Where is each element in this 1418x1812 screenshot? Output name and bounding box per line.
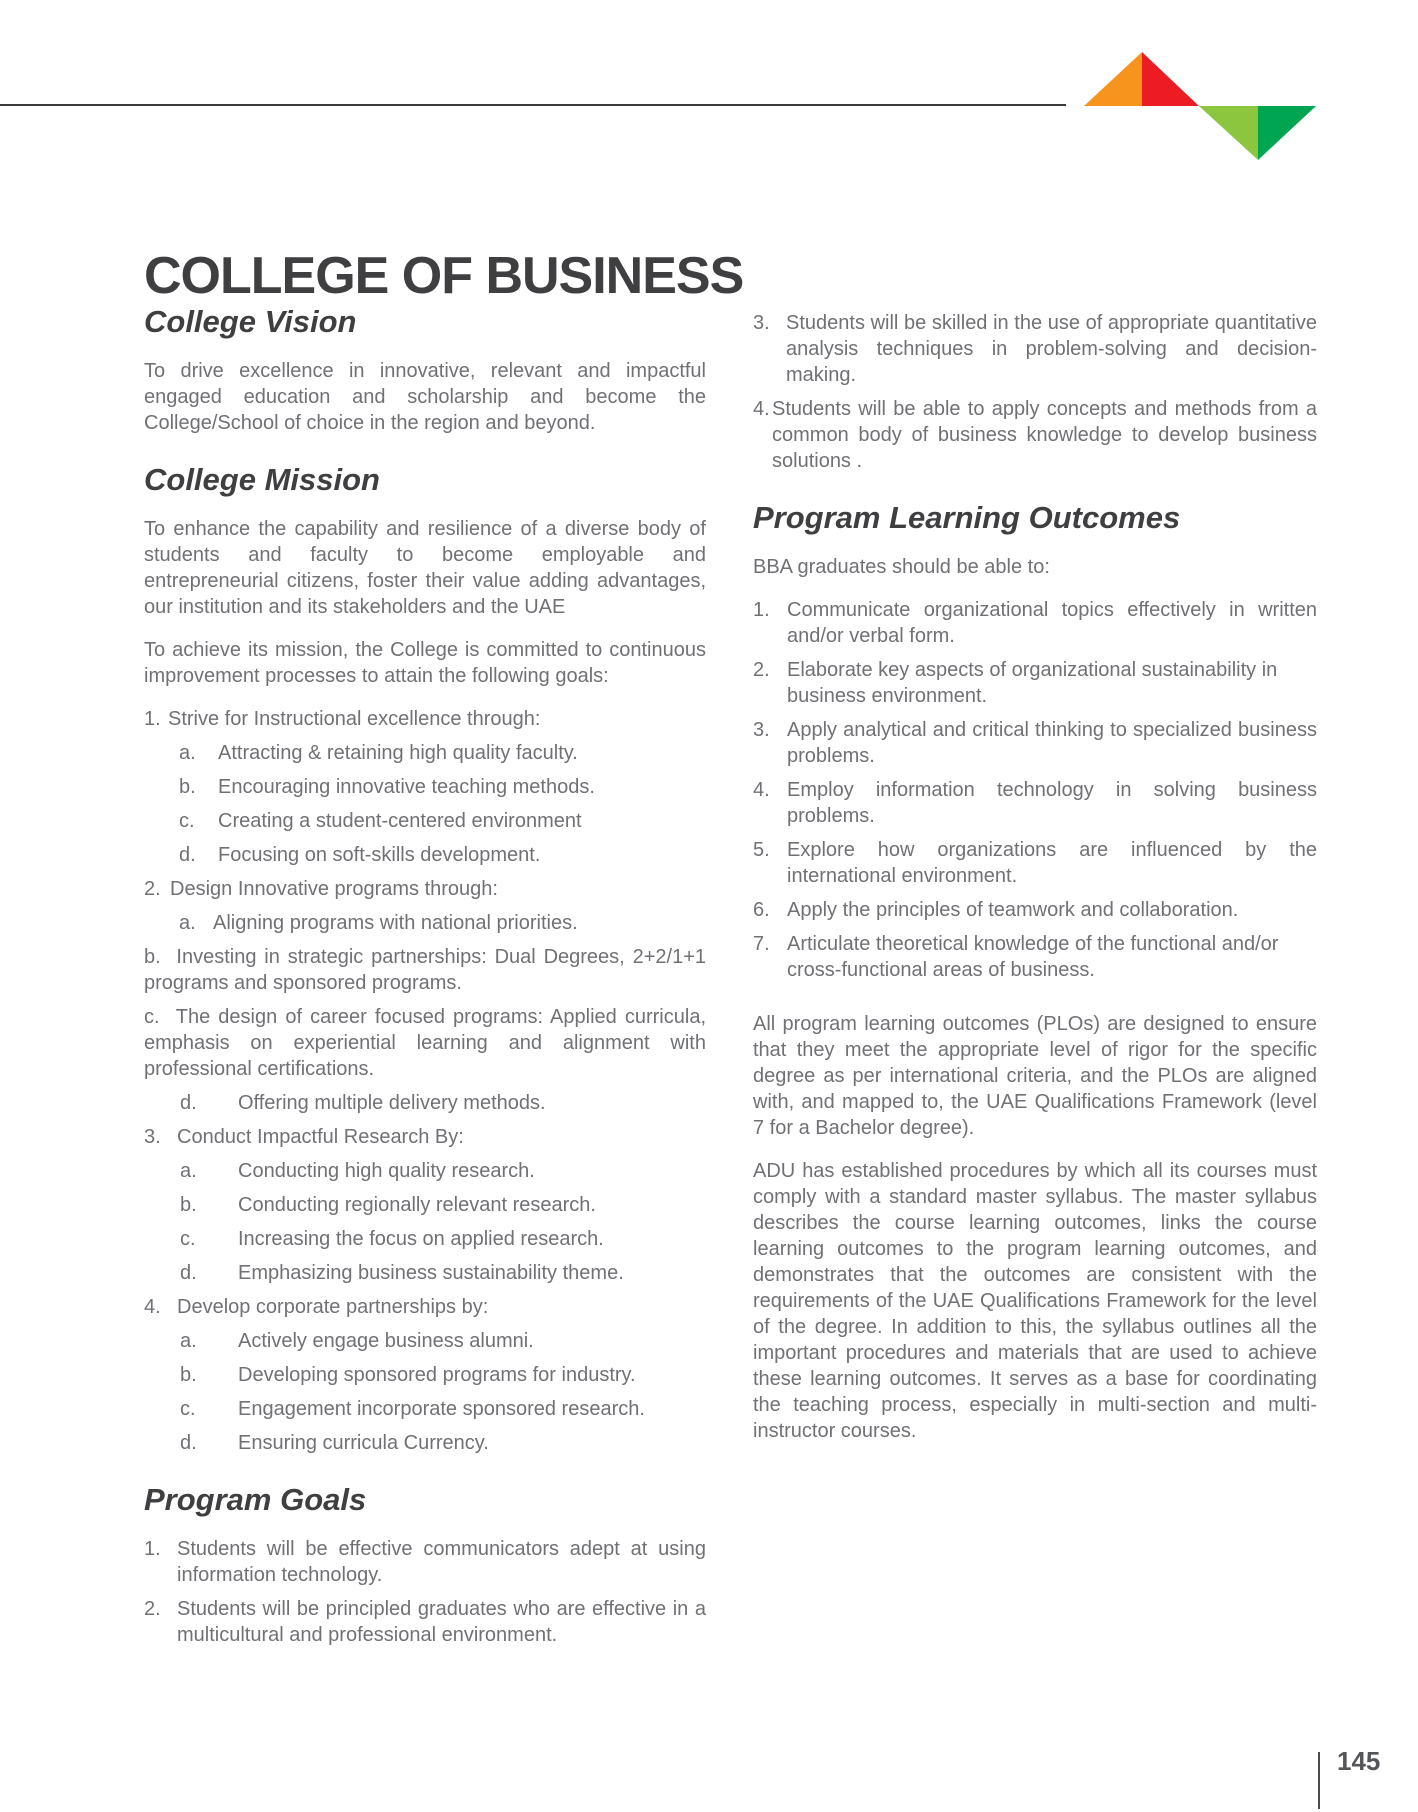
list-item bbox=[753, 897, 1317, 923]
list-item-text: Investing in strategic partnerships: Dual Degrees, 2+2/1+1 programs and sponsored programs. bbox=[144, 946, 706, 994]
logo-triangle-red bbox=[1142, 52, 1199, 106]
list-item-marker: d. bbox=[180, 1432, 197, 1454]
list-item bbox=[753, 777, 1317, 829]
list-item-text: Actively engage business alumni. bbox=[238, 1330, 534, 1352]
list-item bbox=[144, 1396, 706, 1422]
list-item-text: Aligning programs with national priorities. bbox=[213, 912, 578, 934]
list-item-marker: 2. bbox=[753, 659, 770, 681]
list-item-marker: 1. bbox=[144, 1538, 161, 1560]
list-item bbox=[144, 944, 706, 996]
list-item bbox=[753, 597, 1317, 649]
list-item-text: Strive for Instructional excellence through: bbox=[168, 708, 541, 730]
list-item-marker: a. bbox=[180, 1330, 197, 1352]
list-item-marker: c. bbox=[180, 1398, 196, 1420]
list-item-marker: 3. bbox=[753, 719, 770, 741]
list-item-marker: b. bbox=[179, 776, 196, 798]
logo-triangle-light-green bbox=[1199, 106, 1258, 160]
college-vision-paragraph: To drive excellence in innovative, relevant and impactful engaged education and scholarship and become the College/School of choice in the region and beyond. bbox=[144, 360, 706, 434]
list-item bbox=[753, 717, 1317, 769]
master-syllabus-paragraph: ADU has established procedures by which all its courses must comply with a standard master syllabus. The master syllabus describes the course learning outcomes, links the course learning outcomes to the program learning outcomes, and demonstrates that the outcomes are consistent with the requirements of the UAE Qualifications Framework for the level of the degree. In addition to this, the syllabus outlines all the important procedures and materials that are used to achieve these learning outcomes. It serves as a base for coordinating the teaching process, especially in multi-section and multi-instructor courses. bbox=[753, 1160, 1317, 1442]
list-item-text: Engagement incorporate sponsored research. bbox=[238, 1398, 645, 1420]
list-item-marker: 3. bbox=[144, 1126, 161, 1148]
list-item bbox=[144, 1004, 706, 1082]
list-item-text: Creating a student-centered environment bbox=[218, 810, 582, 832]
list-item-text: The design of career focused programs: Applied curricula, emphasis on experiential learning and alignment with professional certifications. bbox=[144, 1006, 706, 1080]
list-item bbox=[144, 1536, 706, 1588]
list-item-text: Apply analytical and critical thinking to specialized business problems. bbox=[787, 719, 1317, 767]
list-item-text: Explore how organizations are influenced by the international environment. bbox=[787, 839, 1317, 887]
list-item-marker: c. bbox=[180, 1228, 196, 1250]
program-goals-list-continued bbox=[753, 310, 1317, 474]
list-item-text: Focusing on soft-skills development. bbox=[218, 844, 541, 866]
plo-intro-paragraph: BBA graduates should be able to: bbox=[753, 556, 1050, 578]
list-item bbox=[144, 1328, 706, 1354]
list-item bbox=[144, 740, 706, 766]
list-item-marker: 4. bbox=[753, 779, 770, 801]
list-item-text: Develop corporate partnerships by: bbox=[177, 1296, 489, 1318]
list-item-text: Developing sponsored programs for industry. bbox=[238, 1364, 636, 1386]
list-item bbox=[144, 1596, 706, 1648]
program-goals-heading: Program Goals bbox=[144, 1482, 367, 1517]
list-item-text: Encouraging innovative teaching methods. bbox=[218, 776, 595, 798]
list-item bbox=[753, 657, 1317, 709]
list-item-text: Conduct Impactful Research By: bbox=[177, 1126, 464, 1148]
list-item-text: Conducting high quality research. bbox=[238, 1160, 535, 1182]
list-item bbox=[144, 1090, 706, 1116]
right-column bbox=[753, 300, 1317, 1461]
list-item bbox=[144, 706, 706, 732]
college-mission-paragraph: To enhance the capability and resilience of a diverse body of students and faculty to become employable and entrepreneurial citizens, foster their value adding advantages, our institution and its stakeholders and the UAE bbox=[144, 518, 706, 618]
list-item-marker: d. bbox=[180, 1092, 197, 1114]
list-item-text: Design Innovative programs through: bbox=[170, 878, 498, 900]
page-title: COLLEGE OF BUSINESS bbox=[144, 246, 744, 305]
list-item bbox=[144, 1158, 706, 1184]
list-item-marker: b. bbox=[180, 1364, 197, 1386]
list-item-marker: b. bbox=[144, 946, 161, 968]
plo-list bbox=[753, 597, 1317, 983]
list-item-marker: 4. bbox=[144, 1296, 161, 1318]
list-item-marker: 1. bbox=[753, 599, 770, 621]
list-item bbox=[144, 1430, 706, 1456]
list-item-text: Articulate theoretical knowledge of the functional and/or cross-functional areas of business. bbox=[787, 933, 1279, 981]
list-item-marker: c. bbox=[179, 810, 195, 832]
list-item-marker: 4. bbox=[753, 398, 770, 420]
list-item bbox=[144, 1294, 706, 1320]
college-goals-list bbox=[144, 706, 706, 1456]
footer-rule bbox=[1318, 1752, 1320, 1809]
page-number: 145 bbox=[1337, 1746, 1381, 1776]
list-item-text: Communicate organizational topics effectively in written and/or verbal form. bbox=[787, 599, 1317, 647]
college-goals-intro-paragraph: To achieve its mission, the College is committed to continuous improvement processes to attain the following goals: bbox=[144, 639, 706, 687]
list-item-marker: a. bbox=[179, 912, 196, 934]
list-item-marker: c. bbox=[144, 1006, 160, 1028]
list-item-text: Offering multiple delivery methods. bbox=[238, 1092, 546, 1114]
list-item bbox=[144, 1260, 706, 1286]
list-item-text: Conducting regionally relevant research. bbox=[238, 1194, 596, 1216]
plo-design-paragraph: All program learning outcomes (PLOs) are designed to ensure that they meet the appropriate level of rigor for the specific degree as per international criteria, and the PLOs are aligned with, and mapped to, the UAE Qualifications Framework (level 7 for a Bachelor degree). bbox=[753, 1013, 1317, 1139]
college-vision-heading: College Vision bbox=[144, 304, 357, 339]
program-learning-outcomes-heading: Program Learning Outcomes bbox=[753, 500, 1181, 535]
list-item-text: Apply the principles of teamwork and collaboration. bbox=[787, 899, 1239, 921]
list-item bbox=[144, 1192, 706, 1218]
list-item-marker: 1. bbox=[144, 708, 161, 730]
logo-triangle-orange bbox=[1084, 52, 1142, 106]
list-item-marker: d. bbox=[180, 1262, 197, 1284]
list-item-marker: 2. bbox=[144, 1598, 161, 1620]
list-item-text: Increasing the focus on applied research. bbox=[238, 1228, 604, 1250]
list-item-marker: a. bbox=[180, 1160, 197, 1182]
list-item-text: Employ information technology in solving business problems. bbox=[787, 779, 1317, 827]
list-item bbox=[144, 774, 706, 800]
college-mission-heading: College Mission bbox=[144, 462, 380, 497]
list-item-text: Students will be able to apply concepts and methods from a common body of business knowledge to develop business solutions . bbox=[772, 398, 1317, 472]
list-item-marker: b. bbox=[180, 1194, 197, 1216]
list-item-text: Ensuring curricula Currency. bbox=[238, 1432, 489, 1454]
list-item-text: Students will be principled graduates who are effective in a multicultural and professional environment. bbox=[177, 1598, 706, 1646]
list-item bbox=[144, 1124, 706, 1150]
header-rule bbox=[0, 104, 1066, 106]
list-item bbox=[144, 876, 706, 902]
list-item bbox=[144, 1362, 706, 1388]
list-item-text: Students will be skilled in the use of appropriate quantitative analysis techniques in problem-solving and decision-making. bbox=[786, 312, 1317, 386]
list-item-marker: 2. bbox=[144, 878, 161, 900]
list-item-text: Emphasizing business sustainability theme. bbox=[238, 1262, 624, 1284]
list-item-text: Students will be effective communicators adept at using information technology. bbox=[177, 1538, 706, 1586]
list-item bbox=[753, 931, 1317, 983]
list-item bbox=[753, 396, 1317, 474]
logo-triangle-dark-green bbox=[1258, 106, 1316, 160]
list-item bbox=[753, 310, 1317, 388]
list-item-text: Attracting & retaining high quality faculty. bbox=[218, 742, 578, 764]
program-goals-list bbox=[144, 1536, 706, 1648]
list-item-marker: 7. bbox=[753, 933, 770, 955]
list-item-marker: 5. bbox=[753, 839, 770, 861]
list-item-marker: 3. bbox=[753, 312, 770, 334]
list-item-text: Elaborate key aspects of organizational sustainability in business environment. bbox=[787, 659, 1278, 707]
list-item bbox=[144, 910, 706, 936]
list-item bbox=[144, 808, 706, 834]
adu-logo bbox=[1084, 52, 1316, 160]
list-item bbox=[144, 842, 706, 868]
list-item bbox=[753, 837, 1317, 889]
left-column bbox=[144, 300, 706, 1656]
list-item-marker: d. bbox=[179, 844, 196, 866]
list-item bbox=[144, 1226, 706, 1252]
list-item-marker: a. bbox=[179, 742, 196, 764]
list-item-marker: 6. bbox=[753, 899, 770, 921]
